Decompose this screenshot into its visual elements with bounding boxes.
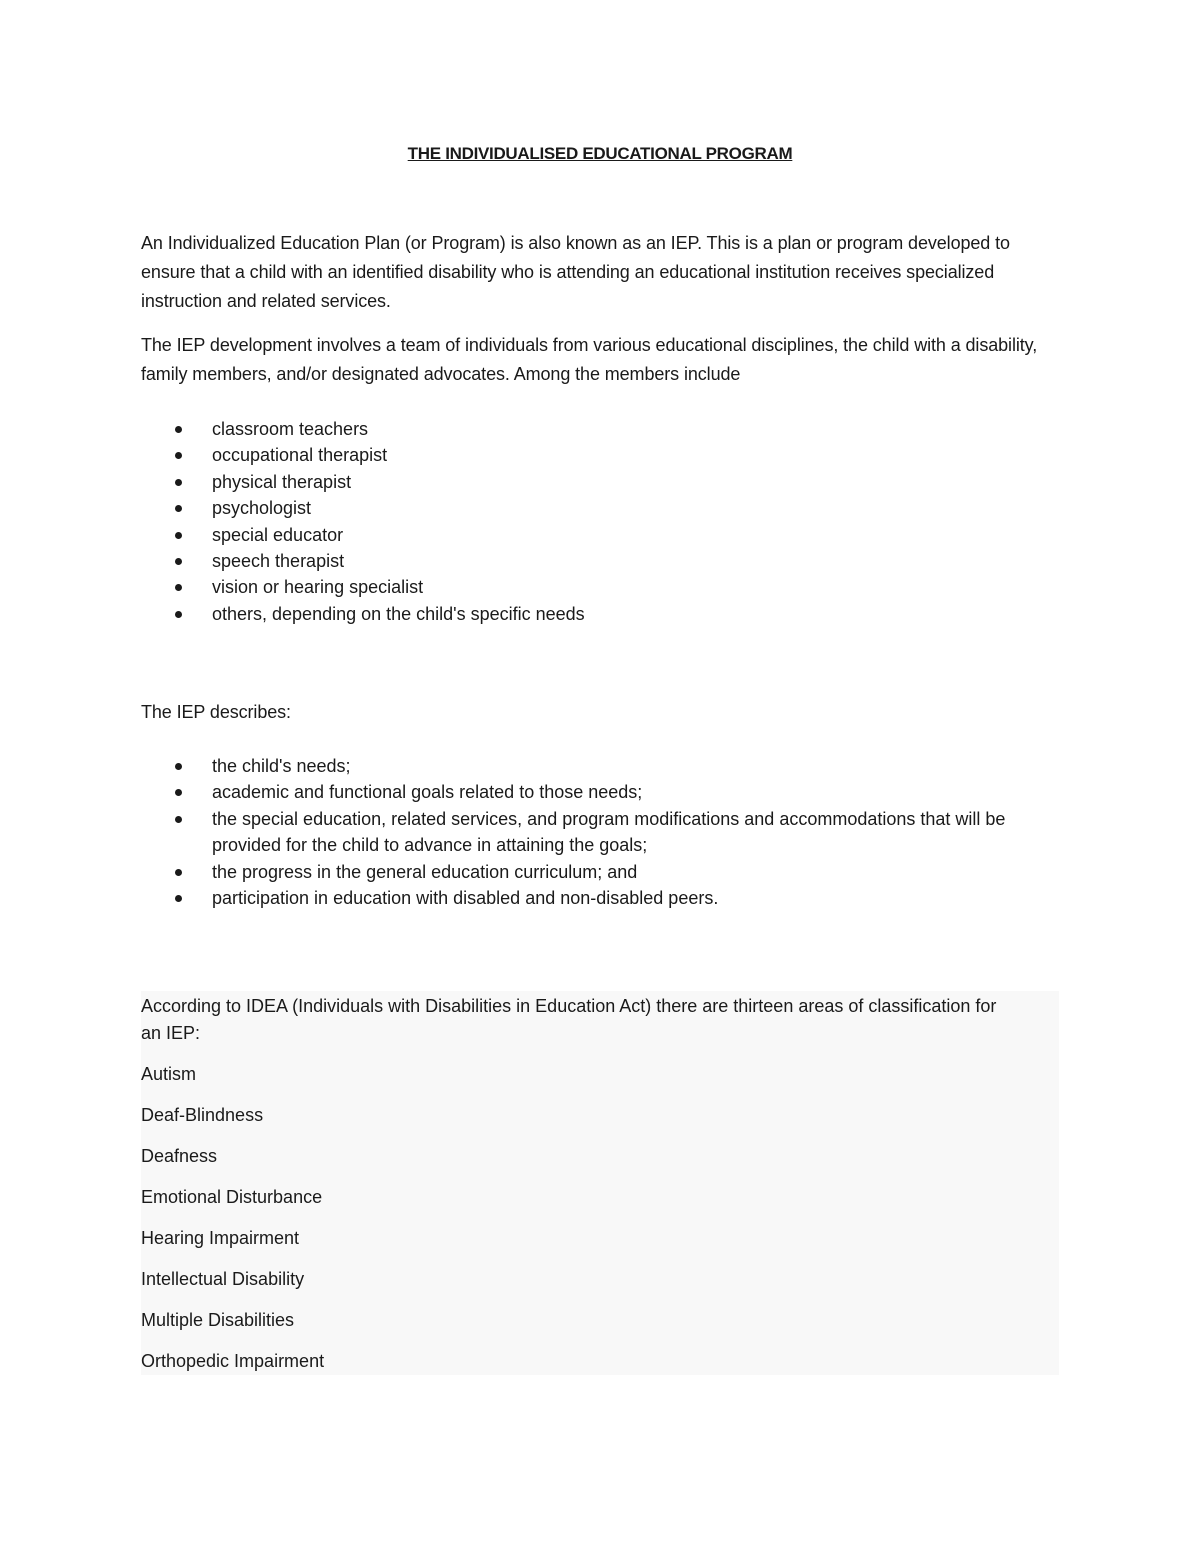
classification-item: Deaf-Blindness [141, 1105, 264, 1125]
bullet-icon [175, 611, 182, 618]
classification-item: Hearing Impairment [141, 1228, 300, 1248]
bullet-icon [175, 763, 182, 770]
list-item [141, 495, 1059, 521]
bullet-icon [175, 816, 182, 823]
classification-item: Deafness [141, 1146, 218, 1166]
list-item [141, 885, 1059, 911]
intro-paragraph: An Individualized Education Plan (or Program) is also known as an IEP. This is a plan or program developed to ensure that a child with an identified disability who is attending an educational institution receives specialized instruction and related services. [141, 233, 1010, 311]
list-item [141, 601, 1059, 627]
list-item-text: academic and functional goals related to those needs; [212, 782, 643, 803]
bullet-icon [175, 584, 182, 591]
list-item-text: the progress in the general education curriculum; and [212, 861, 638, 882]
list-item-text: others, depending on the child's specific needs [212, 603, 585, 624]
classification-item: Multiple Disabilities [141, 1310, 295, 1330]
list-item-text: the child's needs; [212, 756, 351, 776]
bullet-icon [175, 532, 182, 539]
list-item-text: occupational therapist [212, 445, 388, 466]
list-item-text: physical therapist [212, 471, 352, 492]
list-item [141, 469, 1059, 495]
list-item [141, 779, 1059, 805]
bullet-icon [175, 558, 182, 565]
list-item-text: classroom teachers [212, 419, 369, 439]
list-item-text: special educator [212, 524, 344, 545]
list-item-text: participation in education with disabled and non-disabled peers. [212, 888, 719, 909]
iep-describes-list [141, 753, 1059, 911]
classification-item: Intellectual Disability [141, 1269, 305, 1289]
list-item [141, 574, 1059, 600]
list-item [141, 442, 1059, 468]
bullet-icon [175, 505, 182, 512]
bullet-icon [175, 789, 182, 796]
list-item-text: speech therapist [212, 551, 345, 572]
list-item [141, 753, 1059, 779]
team-paragraph: The IEP development involves a team of individuals from various educational disciplines, the child with a disability, family members, and/or designated advocates. Among the members include [141, 335, 1038, 384]
list-item [141, 522, 1059, 548]
classification-intro: According to IDEA (Individuals with Disabilities in Education Act) there are thirteen areas of classification for an IEP: [141, 996, 997, 1043]
classification-list [141, 1061, 324, 1389]
list-item [141, 548, 1059, 574]
list-item [141, 806, 1059, 859]
describes-heading: The IEP describes: [141, 702, 291, 722]
bullet-icon [175, 426, 182, 433]
bullet-icon [175, 452, 182, 459]
classification-section [141, 991, 1059, 1375]
list-item-text: psychologist [212, 498, 312, 519]
document-title: THE INDIVIDUALISED EDUCATIONAL PROGRAM [407, 144, 793, 163]
bullet-icon [175, 895, 182, 902]
list-item-text: the special education, related services, and program modifications and accommodations that will be provided for the child to advance in attaining the goals; [212, 808, 1006, 856]
list-item [141, 859, 1059, 885]
classification-item: Autism [141, 1064, 197, 1084]
bullet-icon [175, 869, 182, 876]
list-item-text: vision or hearing specialist [212, 577, 424, 598]
bullet-icon [175, 479, 182, 486]
team-members-list [141, 416, 1059, 627]
list-item [141, 416, 1059, 442]
classification-item: Orthopedic Impairment [141, 1351, 325, 1371]
classification-item: Emotional Disturbance [141, 1187, 323, 1207]
